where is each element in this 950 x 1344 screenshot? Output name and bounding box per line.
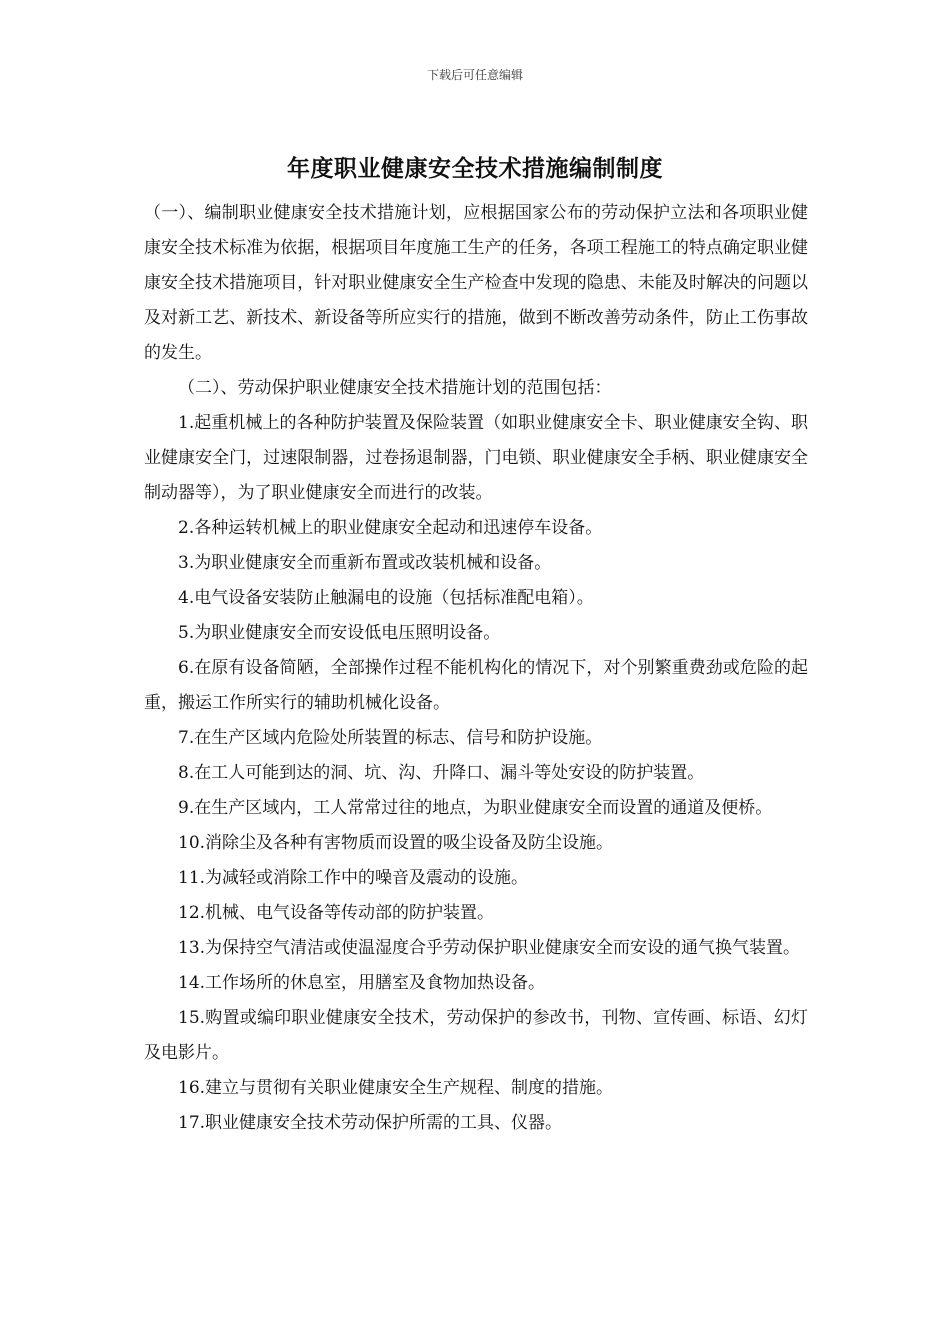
- list-item: 1.起重机械上的各种防护装置及保险装置（如职业健康安全卡、职业健康安全钩、职业健康安全门，过速限制器，过卷扬退制器，门电锁、职业健康安全手柄、职业健康安全制动器等），为了职业健康安全而进行的改装。: [144, 413, 808, 503]
- list-item: 9.在生产区域内，工人常常过往的地点，为职业健康安全而设置的通道及便桥。: [178, 798, 773, 818]
- list-item: 7.在生产区域内危险处所装置的标志、信号和防护设施。: [178, 728, 603, 748]
- scope-heading: （二）、劳动保护职业健康安全技术措施计划的范围包括：: [178, 378, 612, 398]
- list-item: 17.职业健康安全技术劳动保护所需的工具、仪器。: [178, 1113, 563, 1133]
- list-item: 15.购置或编印职业健康安全技术，劳动保护的参改书，刊物、宣传画、标语、幻灯及电影片。: [144, 1008, 808, 1063]
- list-item: 16.建立与贯彻有关职业健康安全生产规程、制度的措施。: [178, 1078, 614, 1098]
- list-item: 10.消除尘及各种有害物质而设置的吸尘设备及防尘设施。: [178, 833, 614, 853]
- list-item: 13.为保持空气清洁或使温湿度合乎劳动保护职业健康安全而安设的通气换气装置。: [178, 938, 801, 958]
- list-item: 12.机械、电气设备等传动部的防护装置。: [178, 903, 495, 923]
- list-item: 4.电气设备安装防止触漏电的设施（包括标准配电箱）。: [178, 588, 594, 608]
- intro-paragraph: （一）、编制职业健康安全技术措施计划，应根据国家公布的劳动保护立法和各项职业健康安全技术标准为依据，根据项目年度施工生产的任务，各项工程施工的特点确定职业健康安全技术措施项目，针对职业健康安全生产检查中发现的隐患、未能及时解决的问题以及对新工艺、新技术、新设备等所应实行的措施，做到不断改善劳动条件，防止工伤事故的发生。: [144, 203, 808, 363]
- document-title: 年度职业健康安全技术措施编制制度: [287, 156, 663, 182]
- list-item: 6.在原有设备简陋，全部操作过程不能机构化的情况下，对个别繁重费劲或危险的起重，搬运工作所实行的辅助机械化设备。: [144, 658, 808, 713]
- list-item: 3.为职业健康安全而重新布置或改装机械和设备。: [178, 553, 552, 573]
- list-item: 8.在工人可能到达的洞、坑、沟、升降口、漏斗等处安设的防护装置。: [178, 763, 705, 783]
- list-item: 2.各种运转机械上的职业健康安全起动和迅速停车设备。: [178, 518, 603, 538]
- header-note: 下载后可任意编辑: [426, 68, 523, 82]
- list-item: 11.为减轻或消除工作中的噪音及震动的设施。: [178, 868, 529, 888]
- list-item: 14.工作场所的休息室，用膳室及食物加热设备。: [178, 973, 546, 993]
- document-body: [144, 196, 808, 1141]
- list-item: 5.为职业健康安全而安设低电压照明设备。: [178, 623, 501, 643]
